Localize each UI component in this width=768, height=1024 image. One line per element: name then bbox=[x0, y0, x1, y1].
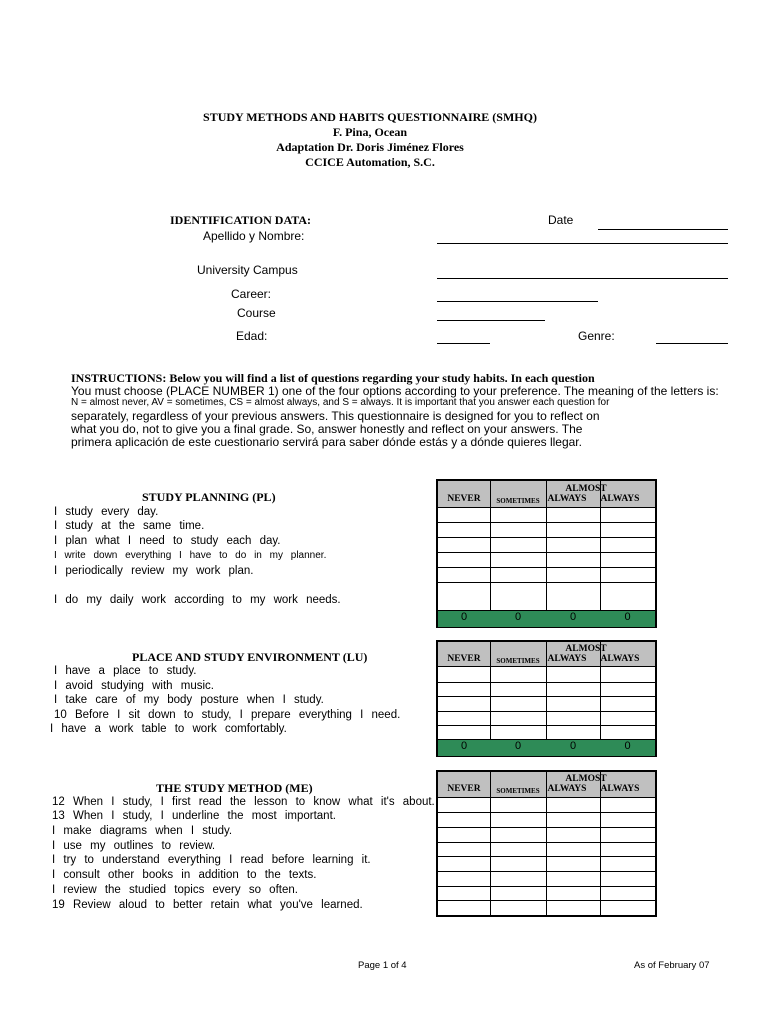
question-item: I try to understand everything I read before learning it. bbox=[52, 854, 371, 866]
question-item: I write down everything I have to do in my planner. bbox=[54, 550, 327, 561]
instructions-heading: INSTRUCTIONS: Below you will find a list of questions regarding your study habits. In each question bbox=[71, 371, 595, 385]
organization: CCICE Automation, S.C. bbox=[305, 155, 435, 169]
total-always: 0 bbox=[624, 740, 631, 752]
genre-field[interactable] bbox=[656, 343, 728, 344]
col-never: NEVER bbox=[447, 784, 481, 794]
col-almost-always: ALWAYS bbox=[547, 784, 587, 794]
section-title: PLACE AND STUDY ENVIRONMENT (LU) bbox=[132, 650, 368, 664]
section-title: STUDY PLANNING (PL) bbox=[142, 490, 276, 504]
col-almost-top: ALMOST bbox=[565, 484, 607, 494]
career-label: Career: bbox=[231, 287, 272, 301]
instructions-line: primera aplicación de este cuestionario servirá para saber dónde estás y a dónde quieres llegar. bbox=[71, 435, 582, 449]
course-label: Course bbox=[237, 306, 276, 320]
response-grid bbox=[436, 479, 657, 628]
question-item: I study at the same time. bbox=[54, 520, 205, 532]
document-title: STUDY METHODS AND HABITS QUESTIONNAIRE (SMHQ) bbox=[203, 110, 537, 124]
age-field[interactable] bbox=[437, 343, 490, 344]
total-almost-always: 0 bbox=[569, 740, 577, 752]
career-field[interactable] bbox=[437, 301, 598, 302]
col-always: ALWAYS bbox=[600, 494, 640, 504]
col-almost-top: ALMOST bbox=[565, 644, 607, 654]
question-item: I take care of my body posture when I study. bbox=[54, 694, 324, 706]
date-field[interactable] bbox=[598, 229, 728, 230]
question-item: I make diagrams when I study. bbox=[52, 825, 233, 837]
response-grid bbox=[436, 640, 657, 757]
col-almost-always: ALWAYS bbox=[547, 654, 587, 664]
question-item: 10 Before I sit down to study, I prepare everything I need. bbox=[54, 709, 401, 721]
genre-label: Genre: bbox=[578, 329, 615, 343]
question-item: I study every day. bbox=[54, 506, 159, 518]
col-sometimes: SOMETIMES bbox=[496, 657, 540, 665]
name-field[interactable] bbox=[437, 243, 728, 244]
name-label: Apellido y Nombre: bbox=[203, 229, 305, 243]
total-always: 0 bbox=[624, 611, 631, 623]
adaptation: Adaptation Dr. Doris Jiménez Flores bbox=[276, 140, 464, 154]
instructions-line: separately, regardless of your previous answers. This questionnaire is designed for you to reflect on bbox=[71, 409, 600, 423]
question-item: I have a place to study. bbox=[54, 665, 197, 677]
identification-heading: IDENTIFICATION DATA: bbox=[170, 213, 312, 227]
total-almost-always: 0 bbox=[569, 611, 577, 623]
total-sometimes: 0 bbox=[514, 611, 522, 623]
instructions-line: N = almost never, AV = sometimes, CS = almost always, and S = always. It is important that you answer each question for bbox=[71, 397, 610, 408]
authors: F. Pina, Ocean bbox=[332, 125, 408, 139]
col-almost-always: ALWAYS bbox=[547, 494, 587, 504]
col-sometimes: SOMETIMES bbox=[496, 787, 540, 795]
question-item: I review the studied topics every so often. bbox=[52, 884, 298, 896]
col-always: ALWAYS bbox=[600, 654, 640, 664]
col-sometimes: SOMETIMES bbox=[496, 497, 540, 505]
instructions-line: what you do, not to give you a final grade. So, answer honestly and reflect on your answers. The bbox=[71, 422, 583, 436]
question-item: 19 Review aloud to better retain what you've learned. bbox=[52, 899, 363, 911]
campus-label: University Campus bbox=[197, 263, 298, 277]
col-never: NEVER bbox=[447, 494, 481, 504]
course-field[interactable] bbox=[437, 320, 545, 321]
question-item: I periodically review my work plan. bbox=[54, 565, 254, 577]
response-grid bbox=[436, 770, 657, 917]
age-label: Edad: bbox=[236, 329, 268, 343]
question-item: I have a work table to work comfortably. bbox=[50, 723, 287, 735]
page-number: Page 1 of 4 bbox=[358, 960, 407, 971]
campus-field[interactable] bbox=[437, 278, 728, 279]
question-item: 12 When I study, I first read the lesson to know what it's about. bbox=[52, 796, 435, 808]
col-never: NEVER bbox=[447, 654, 481, 664]
section-title: THE STUDY METHOD (ME) bbox=[156, 781, 313, 795]
question-item: I plan what I need to study each day. bbox=[54, 535, 281, 547]
question-item: 13 When I study, I underline the most important. bbox=[52, 810, 336, 822]
col-always: ALWAYS bbox=[600, 784, 640, 794]
question-item: I use my outlines to review. bbox=[52, 840, 216, 852]
instructions-line: You must choose (PLACE NUMBER 1) one of the four options according to your preference. The meaning of the letters is: bbox=[71, 384, 719, 398]
total-never: 0 bbox=[460, 740, 468, 752]
col-almost-top: ALMOST bbox=[565, 774, 607, 784]
date-label: Date bbox=[548, 213, 574, 227]
revision-date: As of February 07 bbox=[634, 960, 710, 971]
question-item: I do my daily work according to my work needs. bbox=[54, 594, 341, 606]
total-never: 0 bbox=[460, 611, 468, 623]
question-item: I consult other books in addition to the texts. bbox=[52, 869, 317, 881]
question-item: I avoid studying with music. bbox=[54, 680, 214, 692]
total-sometimes: 0 bbox=[514, 740, 522, 752]
